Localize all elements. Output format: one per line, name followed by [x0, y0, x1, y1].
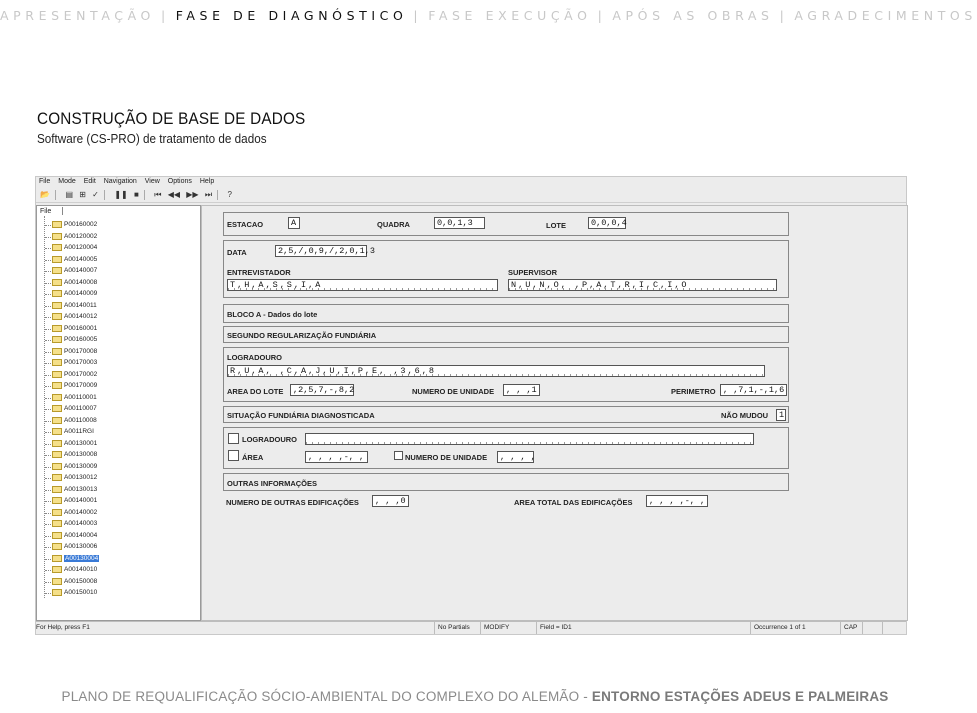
first-icon[interactable]: ⏮ — [154, 190, 162, 199]
data-block — [223, 240, 789, 298]
tree-item[interactable] — [45, 254, 99, 266]
area-checkbox[interactable] — [228, 450, 239, 461]
chk-logradouro-label: LOGRADOURO — [242, 435, 297, 444]
folder-icon — [52, 543, 62, 550]
folder-icon — [52, 359, 62, 366]
tree-item-label: A00140010 — [64, 566, 98, 573]
area-total-field[interactable]: , , , ,-, , — [646, 495, 708, 507]
tree-root-connector — [62, 207, 65, 215]
folder-icon — [52, 463, 62, 470]
nav-apresentacao[interactable]: APRESENTAÇÃO — [0, 8, 155, 23]
folder-icon — [52, 486, 62, 493]
status-caps: CAP — [840, 622, 857, 634]
chk-logradouro-field[interactable] — [305, 433, 754, 445]
menu-file[interactable]: File — [39, 178, 51, 185]
outras-header — [223, 473, 789, 491]
folder-icon — [52, 348, 62, 355]
segundo-label: SEGUNDO REGULARIZAÇÃO FUNDIÁRIA — [227, 331, 377, 340]
tree-item[interactable] — [45, 357, 99, 369]
status-bar — [36, 621, 906, 634]
menu-help[interactable]: Help — [199, 178, 215, 185]
folder-icon — [52, 233, 62, 240]
area-lote-field[interactable]: ,2,5,7,-,8,2 — [290, 384, 354, 396]
tree-item[interactable] — [45, 369, 99, 381]
tree-item-label: P00170008 — [64, 347, 98, 355]
folder-icon — [52, 451, 62, 458]
chk-area-label: ÁREA — [242, 453, 264, 462]
menu-options[interactable]: Options — [167, 178, 192, 185]
chk-area-field[interactable]: , , , ,-, , — [305, 451, 368, 463]
tree-item[interactable] — [45, 507, 99, 519]
tree-icon[interactable]: ⊞ — [79, 190, 86, 199]
situacao-header — [223, 406, 789, 423]
tree-item-label: A00130004 — [65, 554, 99, 562]
nav-fase-diagnostico[interactable]: FASE DE DIAGNÓSTICO — [175, 8, 408, 23]
tree-item-label: A00140012 — [64, 313, 98, 320]
case-list — [45, 219, 99, 599]
toolbar — [36, 188, 906, 203]
situacao-label: SITUAÇÃO FUNDIÁRIA DIAGNOSTICADA — [227, 411, 375, 420]
page-footer — [0, 689, 950, 704]
numero-unidade-label: NUMERO DE UNIDADE — [412, 387, 495, 396]
nao-mudou-field[interactable]: 1 — [776, 409, 786, 421]
folder-icon — [52, 405, 62, 412]
nao-mudou-label: NÃO MUDOU — [721, 411, 769, 420]
num-outras-field[interactable]: , , ,0 — [372, 495, 409, 507]
status-help: For Help, press F1 — [36, 624, 90, 631]
estacao-field[interactable]: A — [288, 217, 300, 229]
lote-label: LOTE — [546, 221, 566, 230]
folder-icon — [52, 555, 62, 562]
nav-separator: | — [160, 8, 170, 23]
tree-root-label[interactable]: File — [40, 208, 52, 215]
quadra-label: QUADRA — [377, 220, 410, 229]
tree-item[interactable] — [45, 219, 99, 231]
folder-icon — [52, 279, 62, 286]
nav-apos-obras[interactable]: APÓS AS OBRAS — [612, 8, 774, 23]
supervisor-label: SUPERVISOR — [508, 268, 558, 277]
segundo-header — [223, 326, 789, 343]
logradouro-checkbox[interactable] — [228, 433, 239, 444]
folder-icon — [52, 474, 62, 481]
tree-item[interactable] — [45, 265, 99, 277]
tree-item[interactable] — [45, 518, 99, 530]
tree-item[interactable] — [45, 587, 99, 599]
tree-item-label: A00120002 — [64, 232, 98, 240]
logradouro-block — [223, 347, 789, 402]
numero-unidade-checkbox[interactable] — [394, 451, 403, 460]
folder-icon — [52, 267, 62, 274]
folder-icon — [52, 336, 62, 343]
data-entry-form — [201, 205, 908, 621]
check-icon[interactable]: ✓ — [92, 190, 99, 199]
nav-agradecimentos[interactable]: AGRADECIMENTOS — [794, 8, 977, 23]
tree-item[interactable] — [45, 311, 99, 323]
tree-item-label: P00170002 — [64, 370, 98, 378]
tree-item-label: A00150008 — [64, 577, 98, 585]
tree-item[interactable] — [45, 323, 99, 335]
stop-icon[interactable]: ■ — [133, 190, 139, 199]
tree-item-label: A00150010 — [64, 589, 98, 596]
tree-item[interactable] — [45, 553, 99, 565]
tree-item[interactable] — [45, 231, 99, 243]
menu-edit[interactable]: Edit — [83, 178, 96, 185]
estacao-label: ESTACAO — [227, 220, 264, 229]
toolbar-divider — [55, 190, 56, 200]
status-mode: MODIFY — [480, 622, 509, 634]
help-icon[interactable]: ? — [227, 190, 232, 199]
tree-item[interactable] — [45, 392, 99, 404]
toolbar-divider — [217, 190, 218, 200]
tree-item[interactable] — [45, 288, 99, 300]
status-partials: No Partials — [434, 622, 470, 634]
cspro-window — [35, 176, 907, 635]
nav-separator: | — [413, 8, 423, 23]
folder-icon — [52, 244, 62, 251]
tree-item-label: P00170003 — [64, 359, 98, 366]
folder-icon — [52, 221, 62, 228]
last-icon[interactable]: ⏭ — [204, 190, 213, 199]
perimetro-label: PERIMETRO — [671, 387, 716, 396]
menu-navigation[interactable]: Navigation — [103, 178, 137, 185]
tree-item[interactable] — [45, 346, 99, 358]
tree-item-label: A00140005 — [64, 255, 98, 263]
tree-item-label: A00130008 — [64, 451, 98, 458]
folder-icon — [52, 394, 62, 401]
supervisor-field[interactable]: N,U,N,O, ,P,A,T,R,I,C,I,O — [508, 279, 777, 291]
nav-separator: | — [597, 8, 607, 23]
folder-icon — [52, 382, 62, 389]
outras-label: OUTRAS INFORMAÇÕES — [227, 479, 317, 488]
tree-item-label: A00140011 — [64, 301, 97, 309]
chk-numero-label: NUMERO DE UNIDADE — [405, 453, 488, 462]
tree-item-label: A00140008 — [64, 278, 98, 286]
data-field[interactable]: 2,5,/,0,9,/,2,0,1,3 — [275, 245, 367, 257]
folder-icon — [52, 440, 62, 447]
data-label: DATA — [227, 248, 247, 257]
folder-icon — [52, 520, 62, 527]
num-outras-label: NUMERO DE OUTRAS EDIFICAÇÕES — [226, 498, 359, 507]
next-icon[interactable]: ▶▶ — [186, 190, 199, 199]
nav-separator: | — [779, 8, 789, 23]
status-occurrence: Occurrence 1 of 1 — [750, 622, 806, 634]
area-total-label: AREA TOTAL DAS EDIFICAÇÕES — [514, 498, 633, 507]
tree-item-label: A00140004 — [64, 531, 98, 539]
quadra-field[interactable]: 0,0,1,3 — [434, 217, 485, 229]
prev-icon[interactable]: ◀◀ — [167, 190, 181, 199]
tree-item[interactable] — [45, 472, 99, 484]
page-title: CONSTRUÇÃO DE BASE DE DADOS — [37, 109, 306, 128]
tree-item-label: A00130012 — [64, 474, 98, 481]
perimetro-field[interactable]: , ,7,1,-,1,6 — [720, 384, 787, 396]
menu-mode[interactable]: Mode — [58, 178, 76, 185]
folder-icon — [52, 497, 62, 504]
case-tree-panel[interactable] — [36, 205, 201, 621]
toolbar-divider — [104, 190, 105, 200]
nav-fase-execucao[interactable]: FASE EXECUÇÃO — [428, 8, 592, 23]
status-empty-cell — [882, 622, 886, 634]
tree-item-label: A00130013 — [64, 485, 98, 493]
folder-icon — [52, 578, 62, 585]
tree-item-label: A00130006 — [64, 543, 98, 550]
folder-icon — [52, 325, 62, 332]
tree-item[interactable] — [45, 576, 99, 588]
folder-icon — [52, 589, 62, 596]
tree-item-label: A00140002 — [64, 508, 98, 516]
bloco-a-label: BLOCO A - Dados do lote — [227, 310, 318, 319]
tree-item-label: A00110001 — [64, 393, 97, 401]
tree-item[interactable] — [45, 415, 99, 427]
tree-item-label: A00120004 — [64, 244, 98, 251]
view-icon[interactable]: ▤ — [65, 190, 73, 199]
tree-item[interactable] — [45, 403, 99, 415]
tree-item-label: A00110007 — [64, 405, 97, 412]
folder-icon — [52, 566, 62, 573]
tree-item-label: P00160001 — [64, 324, 98, 332]
tree-item[interactable] — [45, 426, 99, 438]
tree-item[interactable] — [45, 300, 99, 312]
folder-icon — [52, 256, 62, 263]
logradouro-label: LOGRADOURO — [227, 353, 282, 362]
folder-icon — [52, 313, 62, 320]
entrevistador-label: ENTREVISTADOR — [227, 268, 291, 277]
tree-item[interactable] — [45, 484, 99, 496]
tree-item-label: A00110008 — [64, 416, 97, 424]
tree-item[interactable] — [45, 541, 99, 553]
status-empty-cell — [862, 622, 866, 634]
footer-highlight: ENTORNO ESTAÇÕES ADEUS E PALMEIRAS — [591, 689, 889, 704]
tree-item[interactable] — [45, 530, 99, 542]
tree-item-label: A00140003 — [64, 520, 98, 527]
menu-bar — [36, 177, 906, 187]
tree-item[interactable] — [45, 242, 99, 254]
tree-item-label: A0011RGI — [64, 428, 94, 435]
tree-item-label: P00160002 — [64, 221, 98, 228]
tree-item[interactable] — [45, 461, 99, 473]
folder-icon — [52, 302, 62, 309]
toolbar-divider — [144, 190, 145, 200]
folder-icon — [52, 532, 62, 539]
folder-icon — [52, 428, 62, 435]
folder-icon — [52, 290, 62, 297]
logradouro-field[interactable]: R,U,A, ,C,A,J,U,I,P,E, ,3,6,8 — [227, 365, 765, 377]
status-field: Field = ID1 — [536, 622, 572, 634]
folder-icon — [52, 371, 62, 378]
numero-unidade-field[interactable]: , , ,1 — [503, 384, 540, 396]
tree-item[interactable] — [45, 380, 99, 392]
tree-item-label: A00140009 — [64, 290, 98, 297]
chk-numero-field[interactable]: , , , , — [497, 451, 534, 463]
pause-icon[interactable]: ❚❚ — [114, 190, 128, 199]
top-navigation — [0, 8, 977, 23]
folder-icon — [52, 417, 62, 424]
tree-item[interactable] — [45, 334, 99, 346]
tree-item-label: A00130001 — [64, 439, 98, 447]
footer-text: PLANO DE REQUALIFICAÇÃO SÓCIO-AMBIENTAL DO COMPLEXO DO ALEMÃO - — [61, 689, 592, 704]
menu-view[interactable]: View — [144, 178, 160, 185]
page-subtitle: Software (CS-PRO) de tratamento de dados — [37, 131, 267, 146]
entrevistador-field[interactable]: T,H,A,S,S,I,A — [227, 279, 498, 291]
tree-item[interactable] — [45, 564, 99, 576]
tree-item[interactable] — [45, 438, 99, 450]
tree-item[interactable] — [45, 449, 99, 461]
tree-item-label: A00140001 — [64, 497, 98, 504]
tree-item[interactable] — [45, 277, 99, 289]
tree-item-label: A00130009 — [64, 462, 98, 470]
lote-field[interactable]: 0,0,0,4 — [588, 217, 626, 229]
tree-item-label: A00140007 — [64, 267, 98, 274]
id-block — [223, 212, 789, 236]
tree-item-label: P00160005 — [64, 336, 98, 343]
tree-item[interactable] — [45, 495, 99, 507]
area-lote-label: AREA DO LOTE — [227, 387, 284, 396]
open-icon[interactable]: 📂 — [40, 190, 50, 199]
situacao-options-block — [223, 427, 789, 469]
bloco-a-header — [223, 304, 789, 323]
folder-icon — [52, 509, 62, 516]
tree-item-label: P00170009 — [64, 382, 98, 389]
